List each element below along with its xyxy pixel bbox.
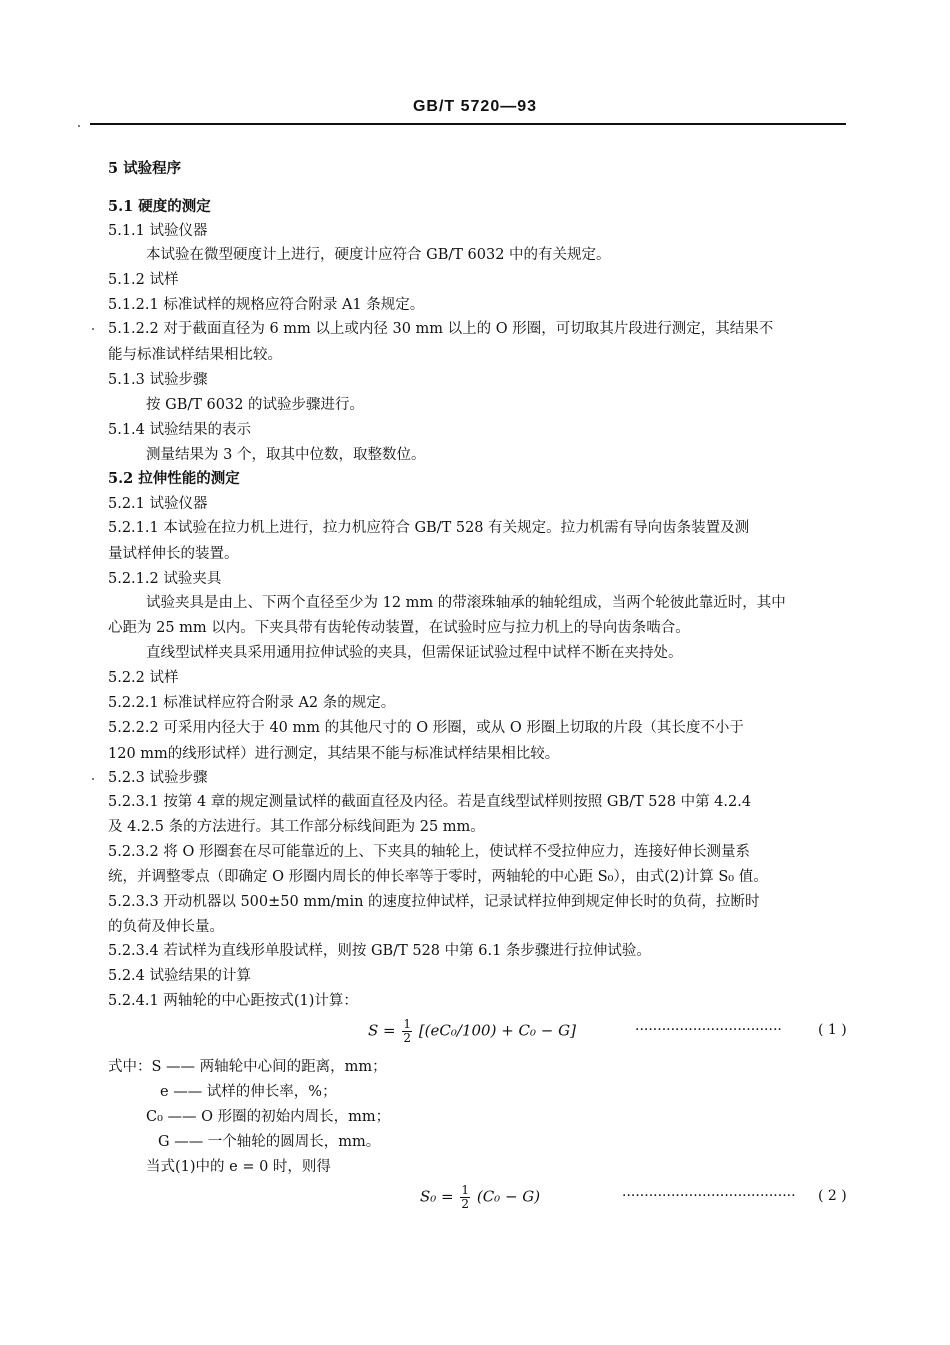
formula-1-denominator: 2 <box>403 1031 412 1045</box>
text-line: 5.1.2 试样 <box>108 272 179 288</box>
formula-1-lhs: S = <box>368 1021 396 1040</box>
formula-1 <box>368 1018 576 1045</box>
text-line: 5.2.1.2 试验夹具 <box>108 571 222 587</box>
text-line: 5.2.1 试验仪器 <box>108 496 208 512</box>
text-line: 5.2.2.1 标准试样应符合附录 A2 条的规定。 <box>108 695 396 711</box>
section-heading: 5.2 拉伸性能的测定 <box>108 470 240 487</box>
text-line: 量试样伸长的装置。 <box>108 546 239 562</box>
formula-2 <box>420 1184 540 1211</box>
text-line: 按 GB/T 6032 的试验步骤进行。 <box>146 397 365 413</box>
text-line: 5.2.3 试验步骤 <box>108 770 208 786</box>
section-heading: 5 试验程序 <box>108 160 182 177</box>
page-header: GB/T 5720—93 <box>412 98 538 115</box>
scan-speck <box>78 125 80 127</box>
text-line: 5.1.4 试验结果的表示 <box>108 422 252 438</box>
text-line: 的负荷及伸长量。 <box>108 919 224 935</box>
formula-2-lhs: S₀ = <box>420 1187 454 1206</box>
text-line: 能与标准试样结果相比较。 <box>108 347 282 363</box>
text-line: 5.2.4.1 两轴轮的中心距按式(1)计算： <box>108 993 358 1009</box>
formula-2-fraction <box>460 1184 470 1211</box>
where-line: G —— 一个轴轮的圆周长，mm。 <box>158 1134 381 1150</box>
text-line: 5.2.3.2 将 O 形圈套在尽可能靠近的上、下夹具的轴轮上，使试样不受拉伸应力，连接好伸长测量系 <box>108 844 750 860</box>
text-line: 及 4.2.5 条的方法进行。其工作部分标线间距为 25 mm。 <box>108 819 485 835</box>
text-line: 本试验在微型硬度计上进行，硬度计应符合 GB/T 6032 中的有关规定。 <box>146 247 611 263</box>
text-line: 5.2.2.2 可采用内径大于 40 mm 的其他尺寸的 O 形圈，或从 O 形圈上切取的片段（其长度不小于 <box>108 720 744 736</box>
where-line: 式中：S —— 两轴轮中心间的距离，mm； <box>108 1059 387 1075</box>
text-line: 试验夹具是由上、下两个直径至少为 12 mm 的带滚珠轴承的轴轮组成，当两个轮彼此靠近时，其中 <box>146 595 786 611</box>
header-rule <box>90 123 846 125</box>
formula-1-fraction <box>402 1018 412 1045</box>
formula-1-leader-dots: ································· <box>635 1022 782 1038</box>
formula-2-number: ( 2 ) <box>818 1188 847 1204</box>
formula-2-rhs: (C₀ − G) <box>476 1187 541 1206</box>
text-line: 5.2.4 试验结果的计算 <box>108 968 252 984</box>
formula-2-numerator: 1 <box>461 1183 470 1197</box>
text-line: 5.1.3 试验步骤 <box>108 372 208 388</box>
text-line: 直线型试样夹具采用通用拉伸试验的夹具，但需保证试验过程中试样不断在夹持处。 <box>146 645 683 661</box>
text-line: 心距为 25 mm 以内。下夹具带有齿轮传动装置，在试验时应与拉力机上的导向齿条啮合。 <box>108 620 690 636</box>
formula-2-denominator: 2 <box>461 1197 470 1211</box>
text-line: 5.1.1 试验仪器 <box>108 223 208 239</box>
section-heading: 5.1 硬度的测定 <box>108 198 211 215</box>
text-line: 5.1.2.1 标准试样的规格应符合附录 A1 条规定。 <box>108 297 425 313</box>
where-line: 当式(1)中的 e = 0 时，则得 <box>146 1159 331 1175</box>
formula-1-number: ( 1 ) <box>818 1022 847 1038</box>
where-line: e —— 试样的伸长率，%； <box>160 1084 337 1100</box>
where-line: C₀ —— O 形圈的初始内周长，mm； <box>146 1109 391 1125</box>
text-line: 120 mm的线形试样）进行测定，其结果不能与标准试样结果相比较。 <box>108 746 560 762</box>
text-line: 5.1.2.2 对于截面直径为 6 mm 以上或内径 30 mm 以上的 O 形圈，可切取其片段进行测定，其结果不 <box>108 321 774 337</box>
text-line: 5.2.2 试样 <box>108 670 179 686</box>
formula-1-rhs: [(eC₀/100) + C₀ − G] <box>418 1021 576 1040</box>
text-line: 5.2.3.1 按第 4 章的规定测量试样的截面直径及内径。若是直线型试样则按照 GB/T 528 中第 4.2.4 <box>108 794 752 810</box>
text-line: 5.2.3.4 若试样为直线形单股试样，则按 GB/T 528 中第 6.1 条步骤进行拉伸试验。 <box>108 943 651 959</box>
formula-2-leader-dots: ······································· <box>622 1188 796 1204</box>
text-line: 测量结果为 3 个，取其中位数，取整数位。 <box>146 447 426 463</box>
scan-speck <box>92 778 94 780</box>
scan-speck <box>92 328 94 330</box>
text-line: 5.2.3.3 开动机器以 500±50 mm/min 的速度拉伸试样，记录试样拉伸到规定伸长时的负荷，拉断时 <box>108 894 760 910</box>
formula-1-numerator: 1 <box>403 1017 412 1031</box>
text-line: 5.2.1.1 本试验在拉力机上进行，拉力机应符合 GB/T 528 有关规定。拉力机需有导向齿条装置及测 <box>108 520 750 536</box>
text-line: 统，并调整零点（即确定 O 形圈内周长的伸长率等于零时，两轴轮的中心距 S₀），由式(2)计算 S₀ 值。 <box>108 869 768 885</box>
